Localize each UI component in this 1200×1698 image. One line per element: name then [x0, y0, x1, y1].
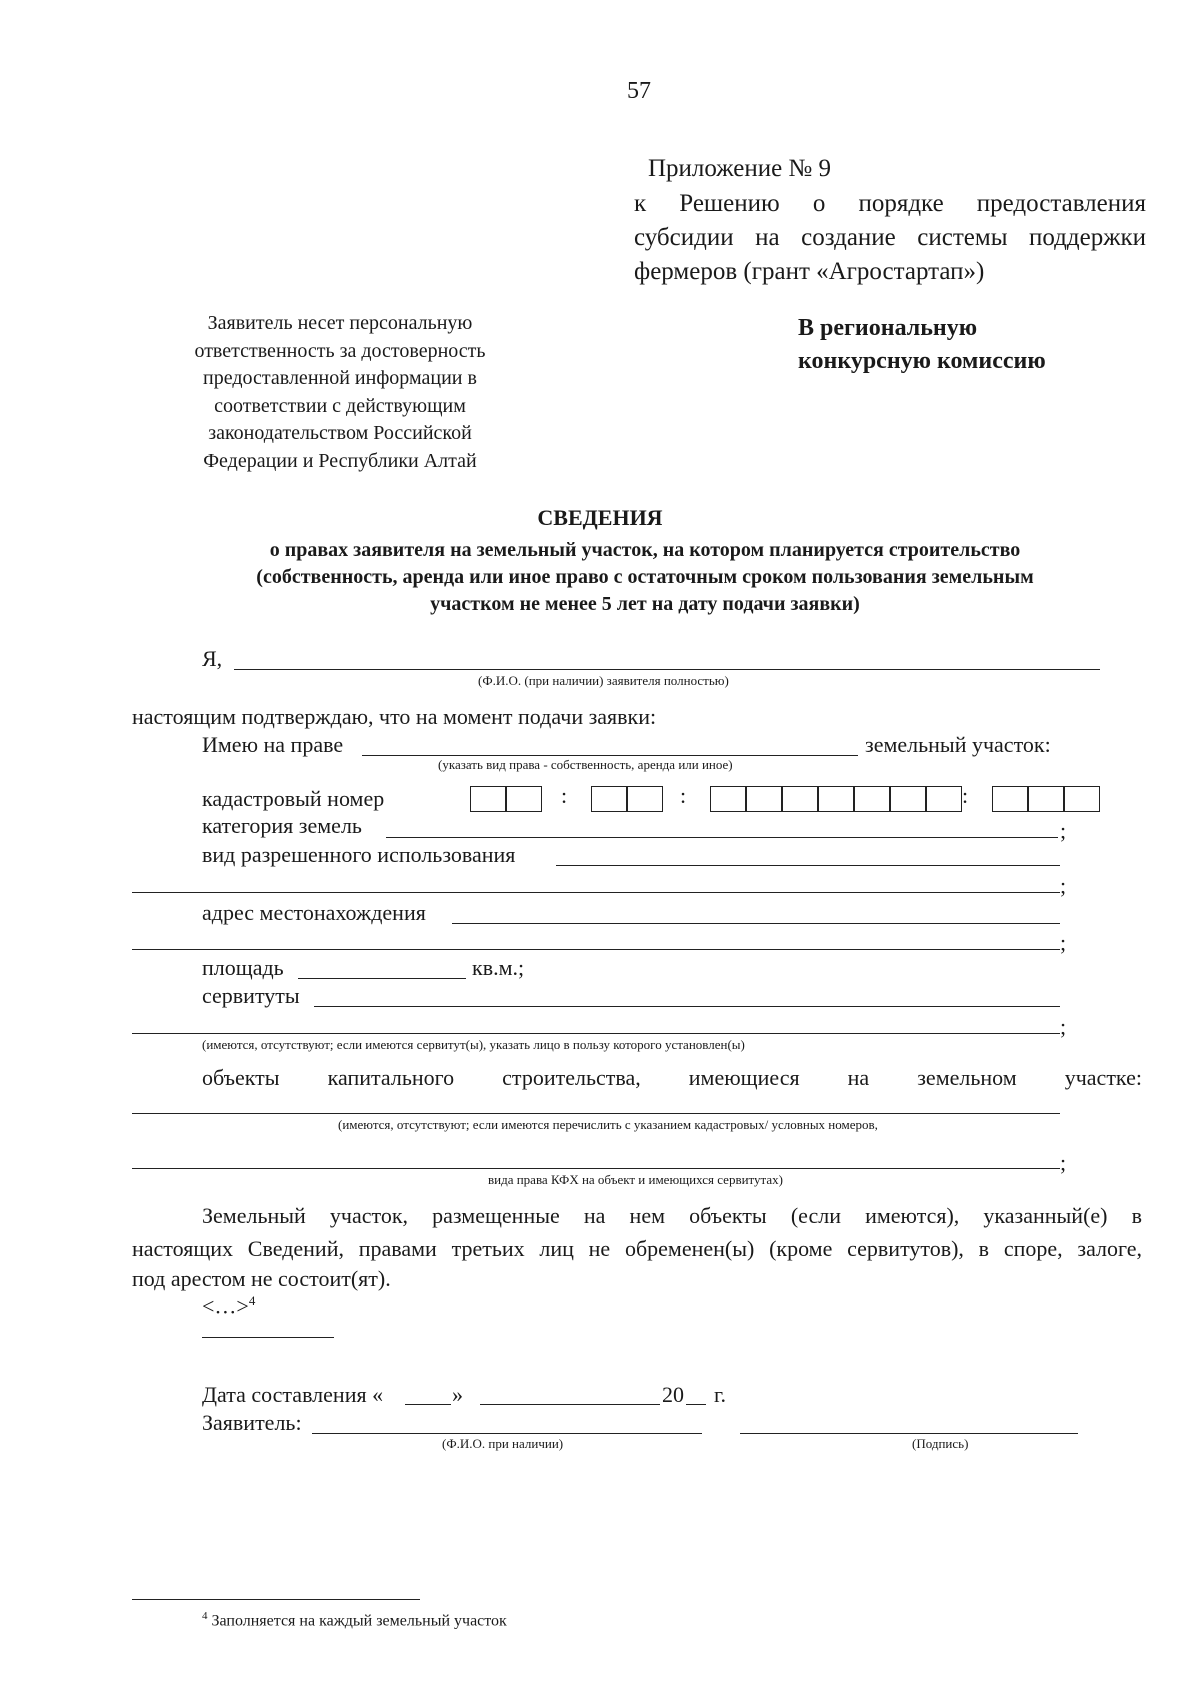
- objects-label-word: участке:: [1064, 1065, 1142, 1090]
- appendix-line-3: фермеров (грант «Агростартап»): [634, 258, 985, 285]
- fio-hint: (Ф.И.О. (при наличии) заявителя полностью): [478, 673, 729, 688]
- statement-line-2: настоящих Сведений, правами третьих лиц не обременен(ы) (кроме сервитутов), в споре, залоге,: [132, 1236, 1142, 1261]
- address-label: адрес местонахождения: [202, 900, 426, 925]
- responsibility-note-line: предоставленной информации в: [203, 367, 477, 389]
- cadastral-cell[interactable]: [506, 786, 542, 812]
- date-close-quote: »: [452, 1382, 463, 1407]
- year-suffix: г.: [714, 1382, 727, 1407]
- footnote: [202, 1610, 507, 1630]
- objects-label-word: имеющиеся: [688, 1065, 800, 1090]
- objects-label-word: на: [847, 1065, 870, 1090]
- document-title: СВЕДЕНИЯ: [537, 505, 663, 530]
- appendix-line-1: к Решению о порядке предоставления: [634, 190, 1146, 217]
- statement-line-3: под арестом не состоит(ят).: [132, 1266, 391, 1291]
- area-input-line[interactable]: [298, 978, 466, 979]
- responsibility-note-line: соответствии с действующим: [214, 394, 466, 417]
- responsibility-note-line: Федерации и Республики Алтай: [203, 449, 477, 472]
- cadastral-cell[interactable]: [1028, 786, 1064, 812]
- objects-hint-1: (имеются, отсутствуют; если имеются перечислить с указанием кадастровых/ условных номеров,: [338, 1117, 878, 1132]
- land-plot-label: земельный участок:: [865, 732, 1051, 757]
- semicolon: ;: [1060, 930, 1067, 955]
- responsibility-note-line: законодательством Российской: [208, 422, 472, 444]
- responsibility-note-line: Заявитель несет персональную: [207, 312, 473, 334]
- servitudes-hint: (имеются, отсутствуют; если имеются сервитут(ы), указать лицо в пользу которого установлен(ы): [202, 1037, 745, 1052]
- cadastral-separator: :: [962, 783, 969, 808]
- applicant-fio-hint: (Ф.И.О. при наличии): [442, 1436, 564, 1451]
- land-category-label: категория земель: [202, 813, 362, 838]
- omission-text: <…>: [202, 1293, 249, 1319]
- permitted-use-input-line-2[interactable]: [132, 892, 1060, 893]
- cadastral-cell[interactable]: [890, 786, 926, 812]
- statement-line-1: Земельный участок, размещенные на нем объекты (если имеются), указанный(е) в: [202, 1203, 1142, 1228]
- permitted-use-input-line[interactable]: [556, 865, 1060, 866]
- cadastral-cell[interactable]: [854, 786, 890, 812]
- servitudes-label: сервитуты: [202, 983, 300, 1008]
- objects-label-word: капитального: [327, 1065, 455, 1090]
- land-category-input-line[interactable]: [386, 837, 1058, 838]
- cadastral-cell[interactable]: [627, 786, 663, 812]
- cadastral-label: кадастровый номер: [202, 786, 385, 811]
- area-label: площадь: [202, 955, 284, 980]
- subtitle-line: о правах заявителя на земельный участок, на котором планируется строительство: [269, 539, 1021, 561]
- confirm-text: настоящим подтверждаю, что на момент подачи заявки:: [132, 704, 657, 729]
- addressee-line: конкурсную комиссию: [798, 348, 1046, 374]
- date-day-input[interactable]: [405, 1404, 451, 1405]
- cadastral-cell[interactable]: [818, 786, 854, 812]
- cadastral-cell[interactable]: [710, 786, 746, 812]
- cadastral-cell[interactable]: [782, 786, 818, 812]
- objects-label-word: объекты: [202, 1065, 280, 1090]
- fio-input-line[interactable]: [234, 669, 1100, 670]
- semicolon: ;: [1060, 818, 1067, 843]
- cadastral-cell[interactable]: [926, 786, 962, 812]
- document-subtitle: [150, 537, 1140, 618]
- footnote-separator: [132, 1599, 420, 1600]
- applicant-signature-input[interactable]: [740, 1433, 1078, 1434]
- footnote-ref: 4: [248, 1293, 256, 1308]
- subtitle-line: участком не менее 5 лет на дату подачи заявки): [430, 593, 860, 615]
- servitudes-input-line-2[interactable]: [132, 1033, 1060, 1034]
- semicolon: ;: [1060, 873, 1067, 898]
- addressee: [798, 312, 1046, 378]
- objects-label-word: строительства,: [502, 1065, 641, 1090]
- objects-input-line-2[interactable]: [132, 1168, 1060, 1169]
- cadastral-cell[interactable]: [1064, 786, 1100, 812]
- page-number: 57: [627, 78, 651, 104]
- applicant-fio-input[interactable]: [312, 1433, 702, 1434]
- appendix-title: Приложение № 9: [648, 155, 832, 182]
- i-label: Я,: [202, 646, 223, 671]
- objects-hint-2: вида права КФХ на объект и имеющихся сервитутах): [488, 1172, 783, 1187]
- cadastral-cell[interactable]: [591, 786, 627, 812]
- servitudes-input-line[interactable]: [314, 1006, 1060, 1007]
- footnote-number: 4: [202, 1610, 208, 1622]
- address-input-line-2[interactable]: [132, 949, 1060, 950]
- address-input-line[interactable]: [452, 923, 1060, 924]
- year-prefix: 20: [662, 1382, 684, 1407]
- area-unit: кв.м.;: [472, 955, 525, 980]
- semicolon: ;: [1060, 1014, 1067, 1039]
- date-month-input[interactable]: [480, 1404, 660, 1405]
- objects-input-line[interactable]: [132, 1113, 1060, 1114]
- cadastral-separator: :: [561, 783, 568, 808]
- permitted-use-label: вид разрешенного использования: [202, 842, 516, 867]
- right-label: Имею на праве: [202, 732, 344, 757]
- footnote-text: Заполняется на каждый земельный участок: [211, 1612, 507, 1630]
- right-hint: (указать вид права - собственность, аренда или иное): [438, 757, 733, 772]
- responsibility-note-line: ответственность за достоверность: [194, 339, 486, 362]
- signature-hint: (Подпись): [912, 1436, 969, 1451]
- cadastral-cell[interactable]: [992, 786, 1028, 812]
- short-separator-line: [202, 1337, 334, 1338]
- cadastral-separator: :: [680, 783, 687, 808]
- date-label: Дата составления «: [202, 1382, 384, 1407]
- omission-marker: [202, 1293, 255, 1319]
- objects-label-word: земельном: [917, 1065, 1017, 1090]
- responsibility-note: [150, 310, 530, 475]
- subtitle-line: (собственность, аренда или иное право с остаточным сроком пользования земельным: [256, 566, 1034, 588]
- cadastral-cell[interactable]: [746, 786, 782, 812]
- applicant-label: Заявитель:: [202, 1410, 302, 1435]
- year-input[interactable]: [686, 1404, 706, 1405]
- addressee-line: В региональную: [798, 315, 978, 341]
- right-input-line[interactable]: [362, 755, 858, 756]
- cadastral-cell[interactable]: [470, 786, 506, 812]
- appendix-line-2: субсидии на создание системы поддержки: [634, 224, 1146, 251]
- objects-label: [202, 1065, 1142, 1091]
- semicolon: ;: [1060, 1150, 1067, 1175]
